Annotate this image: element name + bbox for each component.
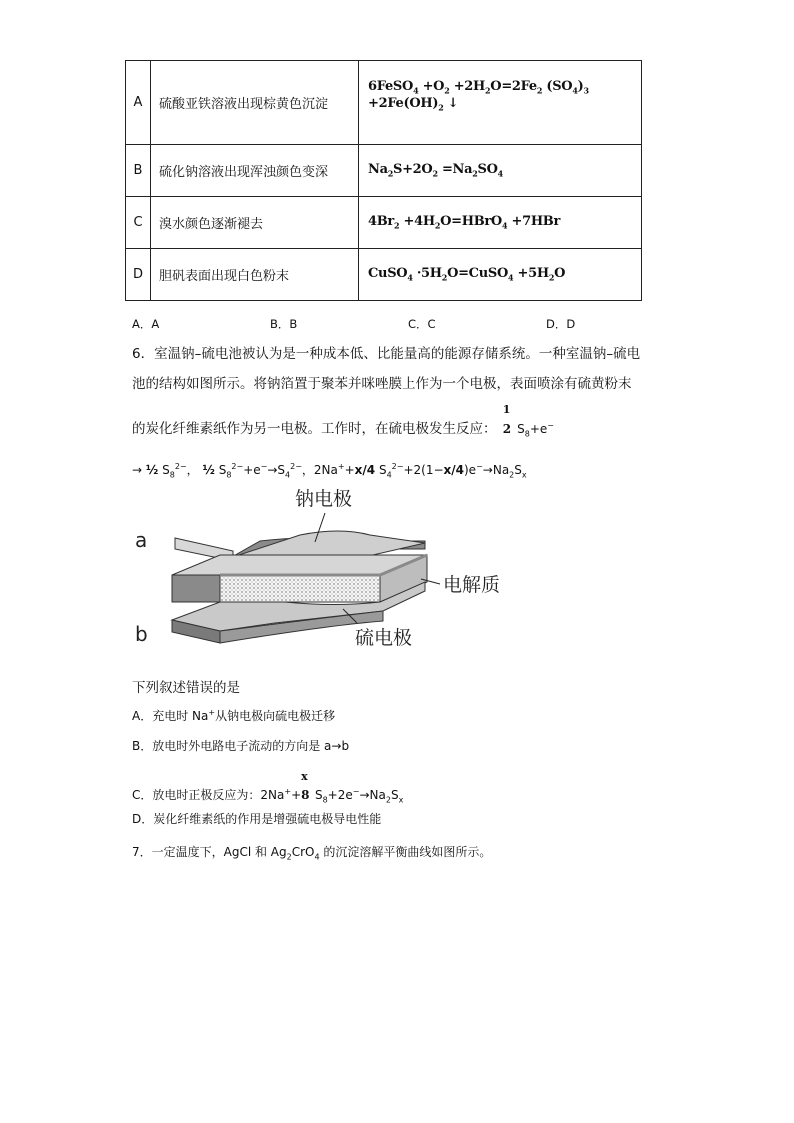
q5-choices (132, 313, 684, 332)
row-phenomenon: 硫酸亚铁溶液出现棕黄色沉淀 (151, 61, 359, 145)
label-na-electrode: 钠电极 (295, 488, 353, 510)
q6-line2: 池的结构如图所示。将钠箔置于聚苯并咪唑膜上作为一个电极，表面喷涂有硫黄粉末 (132, 376, 632, 392)
row-equation: 6FeSO$_4$ $+O_2 +2H_2O=2Fe_2$ $(SO_4)_3 +2Fe(OH)_2$ ↓ (359, 61, 642, 145)
q6-stem: 下列叙述错误的是 (132, 680, 240, 696)
option-c-prefix: C．放电时正极反应为：2Na++ (132, 787, 302, 802)
row-phenomenon: 溴水颜色逐渐褪去 (151, 197, 359, 249)
q6-option-a[interactable]: A．充电时 Na+从钠电极向硫电极迁移 (132, 708, 336, 723)
reaction1-tail: $S_8+e^-$ (517, 421, 554, 439)
q6-option-b[interactable]: B．放电时外电路电子流动的方向是 a→b (132, 739, 350, 753)
battery-diagram (125, 483, 525, 658)
q7-text: 7．一定温度下，AgCl 和 $Ag_2CrO_4$ 的沉淀溶解平衡曲线如图所示。 (132, 845, 492, 862)
fraction-half (502, 403, 513, 437)
row-key: D (126, 249, 151, 301)
label-a: a (135, 528, 148, 552)
fraction-x-over-8 (301, 770, 311, 802)
choice-d[interactable]: D．D (546, 317, 576, 331)
row-equation: $4Br_2$ $+4H_2O=HBrO_4 +7HBr$ (359, 197, 642, 249)
label-b: b (135, 622, 148, 646)
q6-option-d[interactable]: D．炭化纤维素纸的作用是增强硫电极导电性能 (132, 812, 382, 826)
fraction-denominator: 2 (502, 422, 512, 436)
q6-line3-prefix: 的炭化纤维素纸作为另一电极。工作时，在硫电极发生反应： (132, 421, 497, 437)
row-phenomenon: 胆矾表面出现白色粉末 (151, 249, 359, 301)
q6-option-c[interactable] (132, 770, 404, 805)
q6-line3 (132, 403, 554, 439)
table-row (126, 145, 642, 197)
label-electrolyte: 电解质 (443, 574, 501, 596)
row-equation: $Na_2S+2O_2 =Na_2SO_4$ (359, 145, 642, 197)
label-s-electrode: 硫电极 (355, 627, 413, 649)
row-equation: CuSO$_4$ $\cdot 5H_2O=CuSO_4 +5H_2O$ (359, 249, 642, 301)
table-row (126, 61, 642, 145)
row-key: B (126, 145, 151, 197)
electrolyte-side (172, 575, 220, 602)
choice-b[interactable]: B．B (270, 317, 298, 331)
option-c-tail: $S_8+2e^-\to Na_2S_x$ (314, 787, 404, 805)
q6-reactions: → ½ $S_8^{2-}$， ½ $S_8^{2-}+e^-\to S_4^{2-}$，2Na++x/4 $S_4^{2-}+2(1-x/4)e^-\to Na_2S_x$ (132, 462, 527, 480)
q6-line1: 6．室温钠–硫电池被认为是一种成本低、比能量高的能源存储系统。一种室温钠–硫电 (132, 346, 641, 362)
choice-a[interactable]: A．A (132, 317, 160, 331)
row-phenomenon: 硫化钠溶液出现浑浊颜色变深 (151, 145, 359, 197)
electrolyte-face (220, 575, 380, 602)
choice-c[interactable]: C．C (408, 317, 436, 331)
options-table (125, 60, 642, 301)
table-row (126, 197, 642, 249)
table-row (126, 249, 642, 301)
fraction-denominator: 8 (301, 788, 310, 802)
row-key: A (126, 61, 151, 145)
row-key: C (126, 197, 151, 249)
fraction-numerator: 1 (502, 403, 511, 416)
fraction-numerator: x (301, 770, 308, 783)
